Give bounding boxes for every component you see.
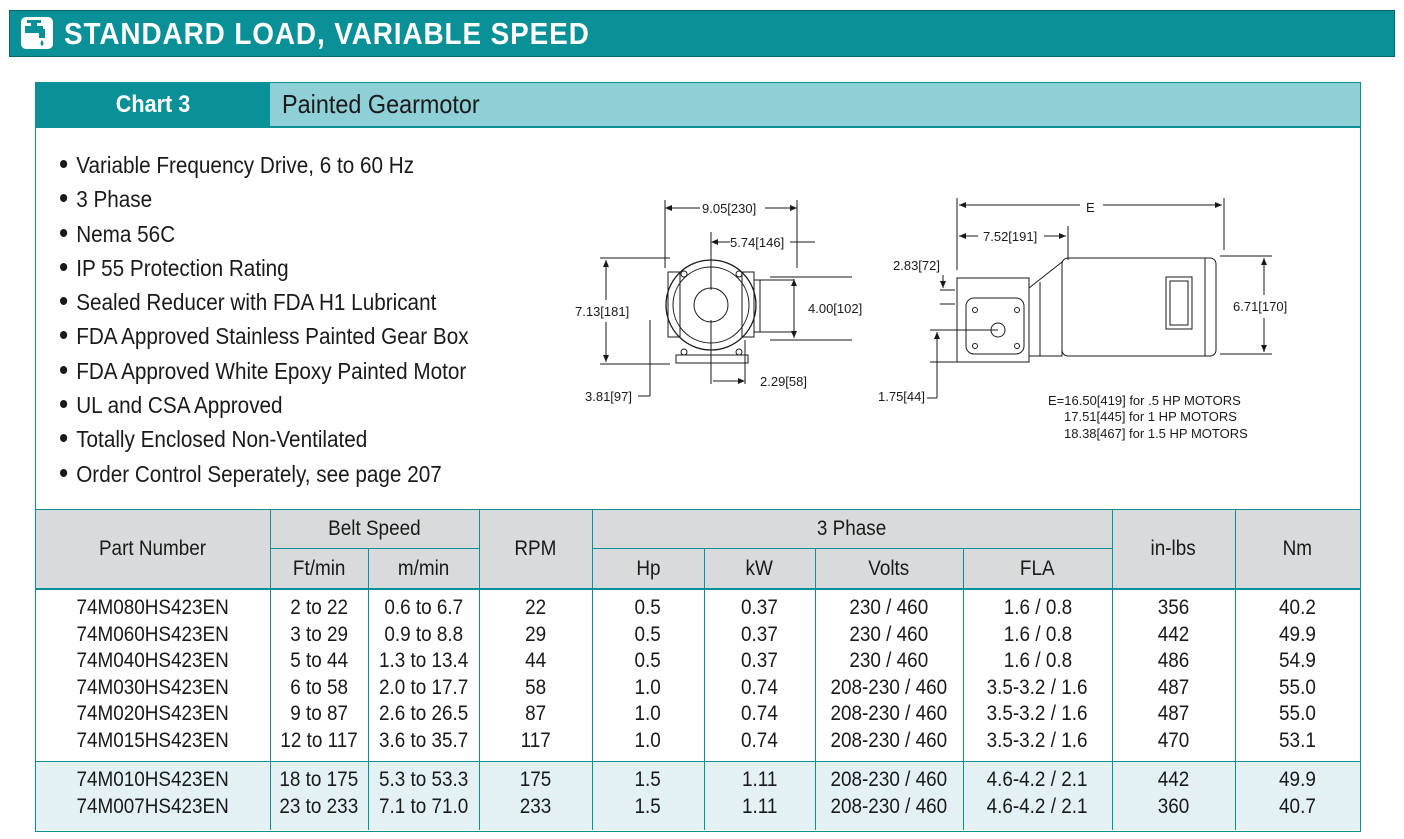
bullet-icon xyxy=(60,331,67,339)
cell-volts: 230 / 460 xyxy=(849,649,929,672)
col-header-mmin: m/min xyxy=(397,557,450,580)
col-header-hp: Hp xyxy=(635,557,661,580)
cell-belt-ftmin: 2 to 22 xyxy=(290,596,348,619)
header-divider xyxy=(36,126,1360,128)
front-width-label: 9.05[230] xyxy=(702,201,757,216)
cell-torque-nm: 55.0 xyxy=(1279,676,1316,699)
cell-torque-inlbs: 486 xyxy=(1157,649,1190,672)
col-header-nm: Nm xyxy=(1282,537,1313,560)
cell-kw: 0.74 xyxy=(741,676,778,699)
side-note-1: E=16.50[419] for .5 HP MOTORS xyxy=(1048,393,1241,408)
feature-item: 3 Phase xyxy=(60,184,469,218)
banner-title: STANDARD LOAD, VARIABLE SPEED xyxy=(64,16,590,51)
col-header-belt: Belt Speed xyxy=(328,517,421,540)
cell-torque-inlbs: 360 xyxy=(1157,795,1190,818)
cell-part-number: 74M030HS423EN xyxy=(76,676,230,699)
bullet-icon xyxy=(60,229,67,237)
cell-kw: 0.37 xyxy=(741,623,778,646)
cell-belt-mmin: 7.1 to 71.0 xyxy=(378,795,469,818)
cell-torque-nm: 53.1 xyxy=(1279,729,1316,752)
cell-kw: 0.37 xyxy=(741,596,778,619)
cell-belt-ftmin: 3 to 29 xyxy=(290,623,348,646)
cell-hp: 0.5 xyxy=(634,623,662,646)
col-header-inlbs: in-lbs xyxy=(1150,537,1197,560)
front-base-label: 3.81[97] xyxy=(585,389,632,404)
front-view-diagram xyxy=(560,190,880,415)
cell-kw: 1.11 xyxy=(741,768,778,791)
front-height-label: 7.13[181] xyxy=(575,304,630,319)
cell-rpm: 117 xyxy=(520,729,551,752)
belt-subheader-rule xyxy=(270,548,479,549)
side-overall-label: E xyxy=(1086,200,1095,215)
cell-part-number: 74M007HS423EN xyxy=(76,795,230,818)
section-banner xyxy=(9,10,1395,57)
cell-part-number: 74M020HS423EN xyxy=(76,702,230,725)
cell-kw: 0.74 xyxy=(741,702,778,725)
cell-torque-inlbs: 356 xyxy=(1157,596,1190,619)
cell-belt-mmin: 2.0 to 17.7 xyxy=(378,676,469,699)
cell-volts: 208-230 / 460 xyxy=(830,729,948,752)
cell-volts: 230 / 460 xyxy=(849,596,929,619)
bullet-icon xyxy=(60,194,67,202)
cell-torque-nm: 40.7 xyxy=(1279,795,1316,818)
col-header-kw: kW xyxy=(745,557,774,580)
cell-kw: 1.11 xyxy=(741,795,778,818)
table-row xyxy=(36,675,1360,702)
feature-item: Order Control Seperately, see page 207 xyxy=(60,459,469,493)
cell-part-number: 74M060HS423EN xyxy=(76,623,230,646)
cell-belt-ftmin: 12 to 117 xyxy=(280,729,358,752)
cell-torque-nm: 54.9 xyxy=(1279,649,1316,672)
bullet-icon xyxy=(60,366,67,374)
bullet-icon xyxy=(60,469,67,477)
cell-rpm: 58 xyxy=(524,676,547,699)
cell-fla: 4.6-4.2 / 2.1 xyxy=(987,768,1088,791)
feature-list xyxy=(60,150,514,493)
cell-belt-ftmin: 23 to 233 xyxy=(279,795,359,818)
cell-belt-ftmin: 6 to 58 xyxy=(290,676,348,699)
feature-item: Sealed Reducer with FDA H1 Lubricant xyxy=(60,287,469,321)
bullet-icon xyxy=(60,400,67,408)
feature-item: UL and CSA Approved xyxy=(60,390,469,424)
cell-hp: 1.5 xyxy=(634,795,662,818)
cell-torque-nm: 55.0 xyxy=(1279,702,1316,725)
cell-belt-mmin: 0.6 to 6.7 xyxy=(384,596,463,619)
table-row xyxy=(36,767,1360,794)
cell-fla: 3.5-3.2 / 1.6 xyxy=(987,729,1088,752)
cell-hp: 1.0 xyxy=(634,676,662,699)
table-row xyxy=(36,595,1360,622)
cell-hp: 1.0 xyxy=(634,729,662,752)
bullet-icon xyxy=(60,160,67,168)
cell-fla: 3.5-3.2 / 1.6 xyxy=(987,702,1088,725)
col-header-ftmin: Ft/min xyxy=(292,557,346,580)
cell-part-number: 74M010HS423EN xyxy=(76,768,230,791)
table-group-rule xyxy=(36,761,1360,762)
side-base-label: 1.75[44] xyxy=(878,389,925,404)
table-row xyxy=(36,728,1360,755)
side-note-2: 17.51[445] for 1 HP MOTORS xyxy=(1064,409,1237,424)
cell-rpm: 22 xyxy=(524,596,547,619)
table-row xyxy=(36,648,1360,675)
side-reducer-label: 7.52[191] xyxy=(983,229,1038,244)
table-row xyxy=(36,622,1360,649)
table-row xyxy=(36,701,1360,728)
col-header-phase: 3 Phase xyxy=(817,517,887,540)
cell-hp: 1.5 xyxy=(634,768,662,791)
front-flange-label: 4.00[102] xyxy=(808,301,863,316)
cell-fla: 1.6 / 0.8 xyxy=(1003,649,1072,672)
chart-subtitle: Painted Gearmotor xyxy=(282,89,480,119)
cell-torque-inlbs: 487 xyxy=(1157,676,1190,699)
col-header-part: Part Number xyxy=(99,537,207,560)
cell-volts: 208-230 / 460 xyxy=(830,768,948,791)
col-header-fla: FLA xyxy=(1020,557,1055,580)
cell-belt-mmin: 1.3 to 13.4 xyxy=(378,649,469,672)
cell-volts: 208-230 / 460 xyxy=(830,795,948,818)
cell-belt-mmin: 0.9 to 8.8 xyxy=(384,623,463,646)
feature-item: Nema 56C xyxy=(60,219,469,253)
cell-volts: 208-230 / 460 xyxy=(830,702,948,725)
chart-label-tab xyxy=(36,83,270,126)
chart-label: Chart 3 xyxy=(115,91,191,118)
cell-fla: 1.6 / 0.8 xyxy=(1003,596,1072,619)
cell-part-number: 74M040HS423EN xyxy=(76,649,230,672)
feature-item: IP 55 Protection Rating xyxy=(60,253,469,287)
cell-torque-nm: 49.9 xyxy=(1279,768,1316,791)
cell-volts: 208-230 / 460 xyxy=(830,676,948,699)
side-note-3: 18.38[467] for 1.5 HP MOTORS xyxy=(1064,426,1248,441)
cell-hp: 1.0 xyxy=(634,702,662,725)
side-view-diagram xyxy=(875,192,1295,447)
cell-volts: 230 / 460 xyxy=(849,623,929,646)
table-row xyxy=(36,794,1360,821)
cell-rpm: 44 xyxy=(524,649,547,672)
faucet-icon xyxy=(21,17,53,49)
cell-torque-inlbs: 487 xyxy=(1157,702,1190,725)
cell-torque-inlbs: 442 xyxy=(1157,623,1190,646)
cell-torque-inlbs: 470 xyxy=(1157,729,1190,752)
feature-item: Variable Frequency Drive, 6 to 60 Hz xyxy=(60,150,469,184)
feature-item: FDA Approved White Epoxy Painted Motor xyxy=(60,356,469,390)
table-header-rule xyxy=(36,588,1360,590)
cell-torque-nm: 40.2 xyxy=(1279,596,1316,619)
bullet-icon xyxy=(60,297,67,305)
cell-rpm: 29 xyxy=(524,623,547,646)
cell-fla: 4.6-4.2 / 2.1 xyxy=(987,795,1088,818)
front-offset-label: 5.74[146] xyxy=(730,235,785,250)
col-header-rpm: RPM xyxy=(514,537,557,560)
cell-fla: 3.5-3.2 / 1.6 xyxy=(987,676,1088,699)
cell-rpm: 233 xyxy=(519,795,552,818)
cell-belt-ftmin: 9 to 87 xyxy=(290,702,348,725)
phase-subheader-rule xyxy=(592,548,1112,549)
cell-belt-ftmin: 18 to 175 xyxy=(279,768,359,791)
bullet-icon xyxy=(60,434,67,442)
cell-kw: 0.74 xyxy=(741,729,778,752)
cell-belt-mmin: 5.3 to 53.3 xyxy=(378,768,469,791)
cell-kw: 0.37 xyxy=(741,649,778,672)
feature-item: FDA Approved Stainless Painted Gear Box xyxy=(60,321,469,355)
cell-torque-nm: 49.9 xyxy=(1279,623,1316,646)
cell-rpm: 87 xyxy=(524,702,547,725)
cell-torque-inlbs: 442 xyxy=(1157,768,1190,791)
table-top-rule xyxy=(36,509,1360,510)
cell-part-number: 74M080HS423EN xyxy=(76,596,230,619)
cell-fla: 1.6 / 0.8 xyxy=(1003,623,1072,646)
cell-hp: 0.5 xyxy=(634,596,662,619)
cell-belt-ftmin: 5 to 44 xyxy=(290,649,348,672)
cell-belt-mmin: 3.6 to 35.7 xyxy=(378,729,469,752)
feature-item: Totally Enclosed Non-Ventilated xyxy=(60,424,469,458)
col-header-volts: Volts xyxy=(868,557,910,580)
cell-hp: 0.5 xyxy=(634,649,662,672)
cell-rpm: 175 xyxy=(519,768,552,791)
cell-part-number: 74M015HS423EN xyxy=(76,729,230,752)
front-shaft-label: 2.29[58] xyxy=(760,374,807,389)
side-shaft-height-label: 2.83[72] xyxy=(893,258,940,273)
bullet-icon xyxy=(60,263,67,271)
side-motor-height-label: 6.71[170] xyxy=(1233,299,1288,314)
cell-belt-mmin: 2.6 to 26.5 xyxy=(378,702,469,725)
